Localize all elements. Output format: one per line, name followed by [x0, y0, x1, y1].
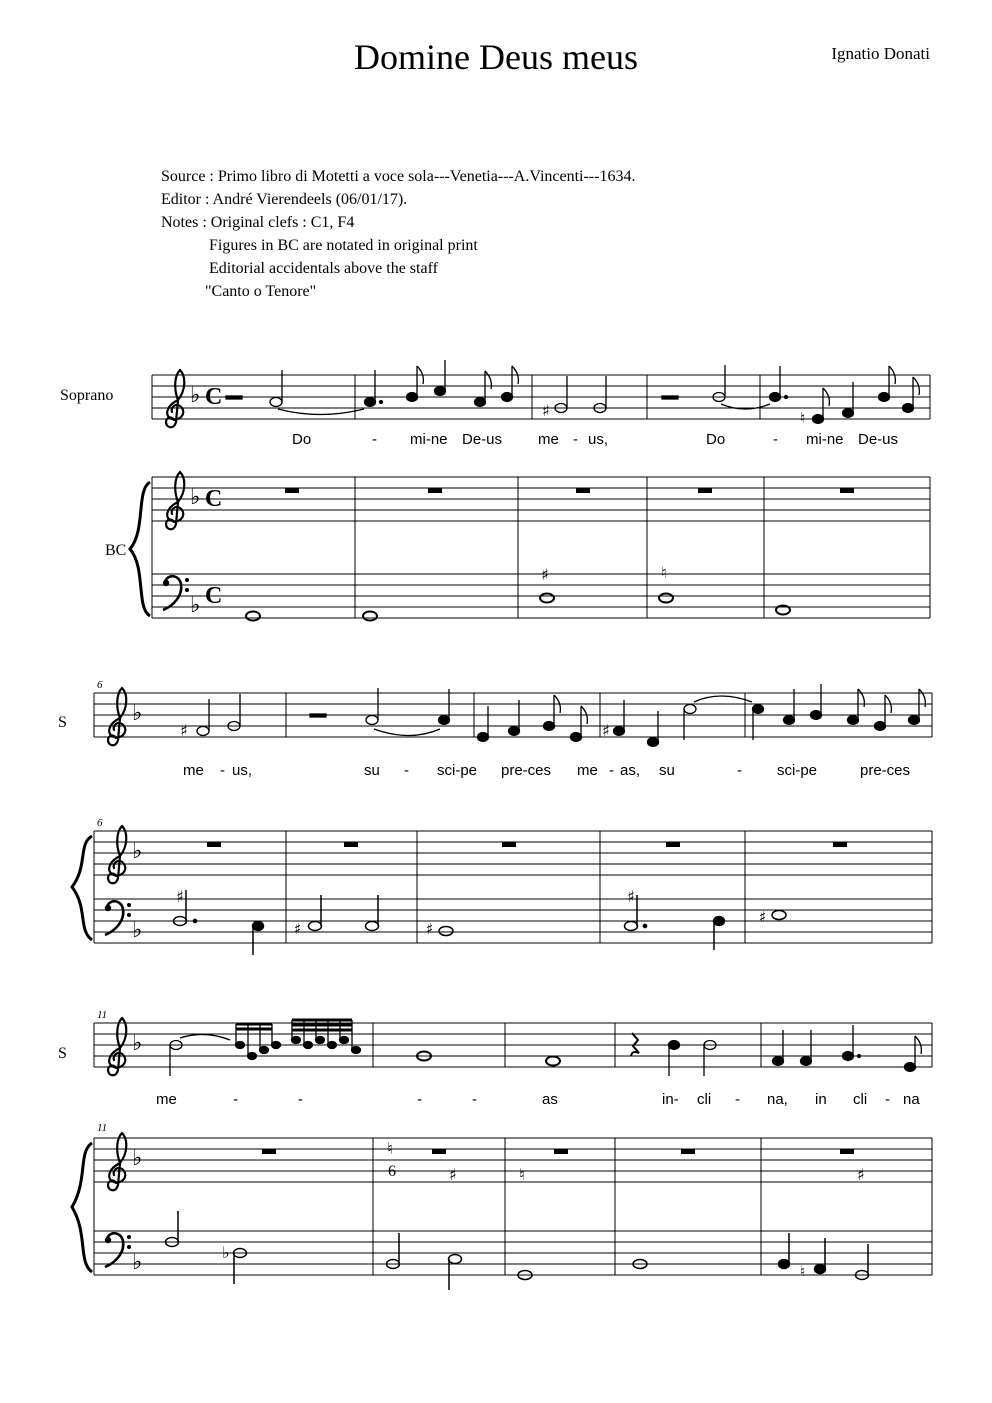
note	[811, 711, 822, 720]
lyric-syllable: -	[404, 762, 409, 779]
lyric-syllable: in-	[662, 1091, 679, 1108]
figure: ♯	[627, 887, 635, 906]
note	[753, 705, 764, 714]
time-signature: C	[205, 583, 223, 609]
lyric-syllable: -	[737, 762, 742, 779]
whole-rest	[698, 488, 712, 493]
figure: ♯	[176, 887, 184, 906]
note-figures: Figures in BC are notated in original print	[161, 237, 478, 254]
note-source: Source : Primo libro di Motetti a voce sola---Venetia---A.Vincenti---1634.	[161, 168, 636, 185]
note	[875, 722, 886, 731]
note	[435, 387, 446, 396]
note	[843, 409, 854, 418]
note	[365, 398, 376, 407]
lyric-syllable: Do	[292, 431, 312, 448]
lyric-syllable: na,	[767, 1091, 788, 1108]
measure-number: 6	[97, 679, 103, 691]
note	[197, 727, 209, 736]
whole-rest	[554, 1149, 568, 1154]
whole-rest	[344, 842, 358, 847]
lyric-syllable: -	[220, 762, 225, 779]
whole-rest	[840, 1149, 854, 1154]
whole-rest	[262, 1149, 276, 1154]
note	[848, 716, 859, 725]
note	[903, 404, 914, 413]
bass-clef-icon	[105, 901, 131, 935]
lyric-syllable: -	[298, 1091, 303, 1108]
figure: ♯	[541, 565, 549, 584]
flat-icon: ♭	[190, 383, 201, 408]
lyric-syllable: in	[815, 1091, 827, 1108]
half-rest	[662, 396, 678, 399]
lyric-syllable: De-us	[858, 431, 899, 448]
system-2	[58, 679, 932, 955]
soprano-label: S	[58, 714, 67, 731]
bc-treble-staff	[94, 1138, 932, 1275]
lyric-syllable: -	[885, 1091, 890, 1108]
soprano-label: S	[58, 1045, 67, 1062]
note	[439, 716, 450, 725]
bass-notes	[166, 1211, 869, 1290]
note	[270, 398, 282, 407]
page-title: Domine Deus meus	[354, 37, 638, 77]
lyric-syllable: -	[417, 1091, 422, 1108]
lyric-syllable: cli	[853, 1091, 868, 1108]
flat-icon: ♭	[132, 839, 143, 864]
whole-rest	[666, 842, 680, 847]
brace	[72, 836, 92, 940]
note-clefs: Notes : Original clefs : C1, F4	[161, 214, 355, 231]
figure: ♯	[857, 1165, 865, 1184]
time-signature: C	[205, 384, 223, 410]
measure-number: 6	[97, 817, 103, 829]
note	[475, 398, 486, 407]
flat-icon: ♭	[190, 593, 201, 618]
figure: ♯	[449, 1165, 457, 1184]
lyric-syllable: me	[538, 431, 559, 448]
whole-note	[363, 612, 377, 621]
lyric-syllable: me	[183, 762, 204, 779]
lyric-syllable: me	[577, 762, 598, 779]
lyric-syllable: pre-ces	[501, 762, 552, 779]
whole-rest	[840, 488, 854, 493]
note-voice: "Canto o Tenore"	[161, 283, 317, 300]
whole-note	[540, 594, 554, 603]
whole-rest	[285, 488, 299, 493]
flat-icon: ♭	[132, 918, 143, 943]
whole-note	[246, 612, 260, 621]
measure-number: 11	[97, 1122, 108, 1134]
flat-icon: ♭	[190, 485, 201, 510]
note	[502, 393, 513, 402]
note-accidentals: Editorial accidentals above the staff	[161, 260, 438, 277]
whole-rest	[428, 488, 442, 493]
lyric-syllable: us,	[232, 762, 253, 779]
note	[684, 705, 696, 714]
whole-rests	[285, 488, 854, 493]
bc-treble-staff	[94, 831, 932, 943]
lyric-syllable: na	[903, 1091, 920, 1108]
note	[648, 738, 659, 747]
lyric-syllable: cli	[697, 1091, 712, 1108]
whole-rests	[262, 1149, 854, 1154]
lyric-syllable: -	[609, 762, 614, 779]
figure: ♮	[519, 1165, 525, 1184]
svg-text:♯: ♯	[180, 721, 188, 740]
lyric-syllable: pre-ces	[860, 762, 911, 779]
svg-text:♯: ♯	[426, 920, 434, 938]
tie	[278, 409, 364, 415]
lyric-syllable: mi-ne	[806, 431, 844, 448]
lyric-syllable: us,	[588, 431, 609, 448]
note	[544, 722, 555, 731]
lyric-syllable: -	[773, 431, 778, 448]
note	[813, 415, 824, 424]
lyrics-line	[156, 1091, 920, 1108]
svg-text:♯: ♯	[602, 721, 610, 740]
lyric-syllable: me	[156, 1091, 177, 1108]
svg-text:♭: ♭	[222, 1243, 230, 1262]
svg-text:♮: ♮	[800, 1264, 806, 1280]
lyric-syllable: as	[542, 1091, 558, 1108]
figure: ♮	[387, 1139, 393, 1158]
whole-rest	[432, 1149, 446, 1154]
composer-name: Ignatio Donati	[831, 44, 930, 63]
note	[478, 733, 489, 742]
lyric-syllable: as,	[620, 762, 641, 779]
bc-bass-staff	[94, 831, 932, 943]
lyric-syllable: sci-pe	[777, 762, 818, 779]
flat-icon: ♭	[132, 701, 143, 726]
note	[509, 727, 520, 736]
lyric-syllable: -	[735, 1091, 740, 1108]
soprano-notes	[170, 1020, 921, 1076]
whole-rest	[833, 842, 847, 847]
note	[909, 716, 920, 725]
note	[571, 733, 582, 742]
note	[879, 393, 890, 402]
bass-clef-icon	[163, 576, 189, 610]
soprano-notes	[226, 360, 919, 427]
flat-icon: ♭	[132, 1146, 143, 1171]
bc-bass-staff	[94, 1138, 932, 1275]
note	[614, 727, 625, 736]
soprano-label: Soprano	[60, 387, 114, 404]
lyrics-line	[292, 431, 898, 448]
figure: 6	[388, 1163, 396, 1180]
half-rest	[310, 714, 326, 717]
time-signature: C	[205, 486, 223, 512]
lyrics-line	[183, 762, 910, 779]
lyric-syllable: -	[372, 431, 377, 448]
note	[366, 716, 378, 725]
bass-notes	[174, 890, 787, 955]
brace	[72, 1143, 92, 1272]
brace	[130, 482, 150, 616]
flat-icon: ♭	[132, 1250, 143, 1275]
lyric-syllable: sci-pe	[437, 762, 478, 779]
note	[407, 393, 418, 402]
note	[784, 716, 795, 725]
bc-label: BC	[105, 542, 127, 559]
soprano-staff	[152, 375, 930, 419]
whole-rest	[576, 488, 590, 493]
system-1	[60, 360, 930, 621]
lyric-syllable: -	[233, 1091, 238, 1108]
whole-rest	[681, 1149, 695, 1154]
bass-clef-icon	[105, 1233, 131, 1267]
lyric-syllable: -	[472, 1091, 477, 1108]
lyric-syllable: -	[573, 431, 578, 448]
figure: ♮	[661, 563, 667, 582]
whole-rest	[207, 842, 221, 847]
sharp-icon: ♯	[542, 401, 550, 420]
lyric-syllable: mi-ne	[410, 431, 448, 448]
lyric-syllable: su	[659, 762, 675, 779]
whole-note	[659, 594, 673, 603]
half-rest	[226, 396, 242, 399]
whole-rests	[207, 842, 847, 847]
natural-icon: ♮	[800, 409, 806, 427]
system-3	[58, 1009, 932, 1290]
lyric-syllable: Do	[706, 431, 726, 448]
svg-text:♯: ♯	[294, 920, 302, 938]
lyric-syllable: De-us	[462, 431, 503, 448]
svg-text:♯: ♯	[759, 908, 767, 926]
whole-rest	[502, 842, 516, 847]
note	[770, 393, 781, 402]
flat-icon: ♭	[132, 1031, 143, 1056]
measure-number: 11	[97, 1009, 108, 1021]
lyric-syllable: su	[364, 762, 380, 779]
note-editor: Editor : André Vierendeels (06/01/17).	[161, 191, 408, 208]
